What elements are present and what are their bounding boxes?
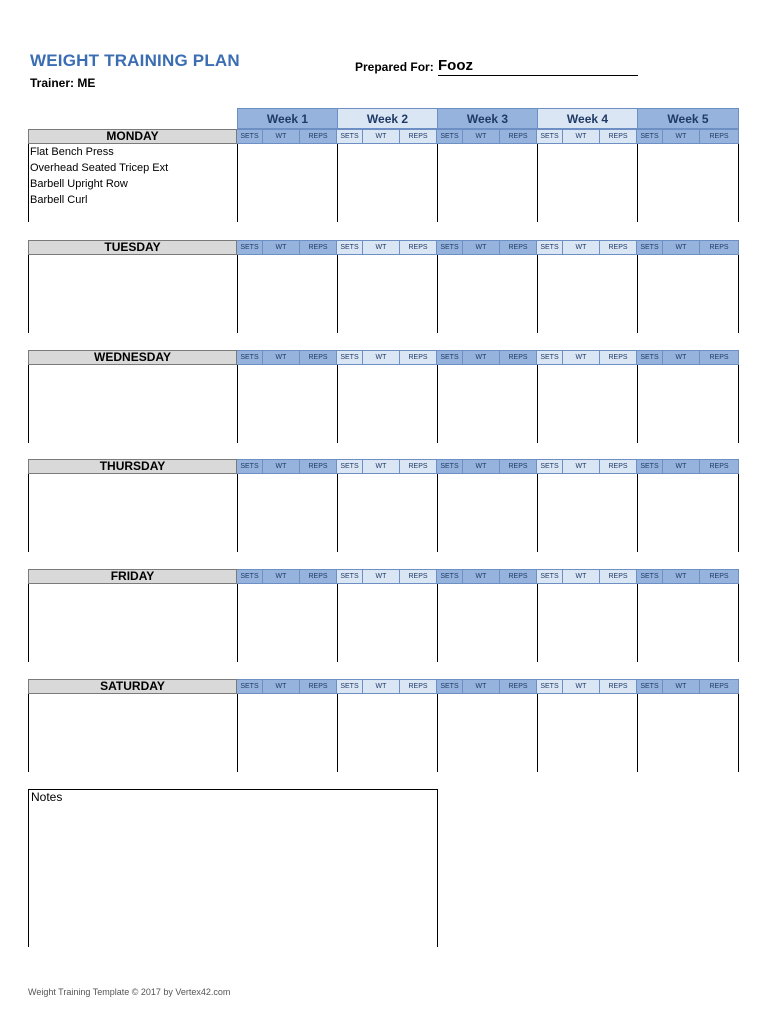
column-divider (237, 584, 238, 662)
week-1-reps-header: REPS (300, 350, 337, 365)
day-body[interactable] (28, 365, 739, 443)
week-2-reps-header: REPS (400, 129, 437, 144)
week-2-sets-header: SETS (337, 569, 363, 584)
week-4-header: Week 4 (537, 108, 637, 129)
column-divider (437, 255, 438, 333)
week-1-wt-header: WT (263, 129, 300, 144)
week-1-sets-header: SETS (237, 129, 263, 144)
day-body[interactable] (28, 694, 739, 772)
week-5-reps-header: REPS (700, 350, 739, 365)
week-2-sets-header: SETS (337, 240, 363, 255)
trainer-label: Trainer: ME (30, 76, 96, 90)
column-divider (738, 144, 739, 222)
day-header-row (28, 350, 739, 365)
day-header-row (28, 679, 739, 694)
week-2-reps-header: REPS (400, 569, 437, 584)
day-body[interactable] (28, 584, 739, 662)
week-1-sets-header: SETS (237, 240, 263, 255)
day-block-2 (28, 350, 739, 443)
week-1-sets-header: SETS (237, 569, 263, 584)
day-block-4 (28, 569, 739, 662)
week-1-wt-header: WT (263, 569, 300, 584)
column-divider (637, 584, 638, 662)
week-4-reps-header: REPS (600, 459, 637, 474)
column-divider (738, 365, 739, 443)
week-4-wt-header: WT (563, 240, 600, 255)
week-3-reps-header: REPS (500, 129, 537, 144)
notes-box[interactable] (28, 789, 438, 947)
footer-credit: Weight Training Template © 2017 by Vertex42.com (28, 987, 231, 997)
column-divider (237, 474, 238, 552)
column-divider (237, 255, 238, 333)
column-divider (237, 144, 238, 222)
week-5-sets-header: SETS (637, 350, 663, 365)
week-5-reps-header: REPS (700, 459, 739, 474)
column-divider (28, 694, 29, 772)
day-header-row (28, 569, 739, 584)
week-2-wt-header: WT (363, 569, 400, 584)
notes-label: Notes (31, 790, 63, 804)
column-divider (437, 694, 438, 772)
week-3-reps-header: REPS (500, 459, 537, 474)
week-1-reps-header: REPS (300, 459, 337, 474)
week-2-sets-header: SETS (337, 459, 363, 474)
week-5-wt-header: WT (663, 240, 700, 255)
week-1-sets-header: SETS (237, 459, 263, 474)
column-divider (637, 474, 638, 552)
week-5-wt-header: WT (663, 679, 700, 694)
week-3-wt-header: WT (463, 240, 500, 255)
week-4-wt-header: WT (563, 459, 600, 474)
week-4-sets-header: SETS (537, 679, 563, 694)
week-5-reps-header: REPS (700, 240, 739, 255)
week-4-wt-header: WT (563, 350, 600, 365)
day-name: WEDNESDAY (28, 350, 237, 365)
week-1-sets-header: SETS (237, 679, 263, 694)
column-divider (537, 694, 538, 772)
week-4-reps-header: REPS (600, 129, 637, 144)
week-1-wt-header: WT (263, 350, 300, 365)
column-divider (337, 255, 338, 333)
week-4-sets-header: SETS (537, 129, 563, 144)
week-2-sets-header: SETS (337, 350, 363, 365)
prepared-for-field[interactable]: Fooz (438, 57, 638, 76)
day-block-1 (28, 240, 739, 333)
week-2-reps-header: REPS (400, 679, 437, 694)
week-3-reps-header: REPS (500, 240, 537, 255)
week-5-sets-header: SETS (637, 679, 663, 694)
week-3-wt-header: WT (463, 679, 500, 694)
day-block-3 (28, 459, 739, 552)
column-divider (437, 365, 438, 443)
week-2-wt-header: WT (363, 679, 400, 694)
column-divider (337, 144, 338, 222)
week-5-sets-header: SETS (637, 129, 663, 144)
week-2-sets-header: SETS (337, 129, 363, 144)
week-4-sets-header: SETS (537, 240, 563, 255)
exercise-list (30, 144, 168, 208)
day-name: FRIDAY (28, 569, 237, 584)
prepared-for-label: Prepared For: (355, 60, 434, 74)
day-block-5 (28, 679, 739, 772)
column-divider (437, 144, 438, 222)
column-divider (537, 144, 538, 222)
week-1-reps-header: REPS (300, 679, 337, 694)
week-1-sets-header: SETS (237, 350, 263, 365)
day-body[interactable] (28, 474, 739, 552)
week-header-row (237, 108, 739, 129)
week-4-reps-header: REPS (600, 569, 637, 584)
day-name: TUESDAY (28, 240, 237, 255)
column-divider (637, 694, 638, 772)
week-4-reps-header: REPS (600, 679, 637, 694)
exercise-item[interactable]: Overhead Seated Tricep Ext (30, 162, 169, 174)
column-divider (28, 365, 29, 443)
day-body[interactable] (28, 255, 739, 333)
week-5-wt-header: WT (663, 569, 700, 584)
week-3-reps-header: REPS (500, 569, 537, 584)
exercise-item[interactable]: Flat Bench Press (30, 146, 114, 158)
week-2-header: Week 2 (337, 108, 437, 129)
column-divider (337, 365, 338, 443)
week-1-wt-header: WT (263, 459, 300, 474)
week-5-wt-header: WT (663, 459, 700, 474)
week-3-sets-header: SETS (437, 679, 463, 694)
week-3-wt-header: WT (463, 129, 500, 144)
column-divider (337, 474, 338, 552)
column-divider (537, 584, 538, 662)
column-divider (337, 584, 338, 662)
week-3-wt-header: WT (463, 350, 500, 365)
week-2-wt-header: WT (363, 459, 400, 474)
column-divider (28, 584, 29, 662)
day-body[interactable] (28, 144, 739, 222)
week-3-sets-header: SETS (437, 569, 463, 584)
week-2-reps-header: REPS (400, 350, 437, 365)
day-name: MONDAY (28, 129, 237, 144)
column-divider (437, 474, 438, 552)
week-3-wt-header: WT (463, 459, 500, 474)
day-name: SATURDAY (28, 679, 237, 694)
column-divider (738, 584, 739, 662)
column-divider (637, 255, 638, 333)
week-1-wt-header: WT (263, 240, 300, 255)
week-3-reps-header: REPS (500, 350, 537, 365)
week-3-sets-header: SETS (437, 129, 463, 144)
day-header-row (28, 129, 739, 144)
week-5-reps-header: REPS (700, 129, 739, 144)
column-divider (738, 694, 739, 772)
column-divider (738, 255, 739, 333)
week-4-sets-header: SETS (537, 350, 563, 365)
week-5-sets-header: SETS (637, 459, 663, 474)
column-divider (637, 365, 638, 443)
week-1-header: Week 1 (237, 108, 337, 129)
day-header-row (28, 240, 739, 255)
week-5-wt-header: WT (663, 129, 700, 144)
week-4-reps-header: REPS (600, 240, 637, 255)
week-4-sets-header: SETS (537, 569, 563, 584)
column-divider (637, 144, 638, 222)
column-divider (28, 144, 29, 222)
week-5-sets-header: SETS (637, 240, 663, 255)
week-3-sets-header: SETS (437, 459, 463, 474)
column-divider (237, 365, 238, 443)
page-title: WEIGHT TRAINING PLAN (30, 51, 240, 70)
week-5-wt-header: WT (663, 350, 700, 365)
week-1-reps-header: REPS (300, 240, 337, 255)
column-divider (537, 474, 538, 552)
week-2-sets-header: SETS (337, 679, 363, 694)
column-divider (337, 694, 338, 772)
week-5-reps-header: REPS (700, 679, 739, 694)
week-3-wt-header: WT (463, 569, 500, 584)
column-divider (28, 474, 29, 552)
week-3-reps-header: REPS (500, 679, 537, 694)
day-block-0 (28, 129, 739, 222)
week-3-header: Week 3 (437, 108, 537, 129)
column-divider (437, 584, 438, 662)
day-name: THURSDAY (28, 459, 237, 474)
week-1-wt-header: WT (263, 679, 300, 694)
week-4-wt-header: WT (563, 569, 600, 584)
week-4-reps-header: REPS (600, 350, 637, 365)
column-divider (537, 365, 538, 443)
exercise-item[interactable]: Barbell Upright Row (30, 178, 128, 190)
week-5-header: Week 5 (637, 108, 739, 129)
week-2-reps-header: REPS (400, 240, 437, 255)
week-2-wt-header: WT (363, 129, 400, 144)
column-divider (237, 694, 238, 772)
column-divider (537, 255, 538, 333)
week-3-sets-header: SETS (437, 240, 463, 255)
week-5-reps-header: REPS (700, 569, 739, 584)
week-4-wt-header: WT (563, 679, 600, 694)
day-header-row (28, 459, 739, 474)
week-2-reps-header: REPS (400, 459, 437, 474)
week-4-wt-header: WT (563, 129, 600, 144)
week-1-reps-header: REPS (300, 569, 337, 584)
column-divider (28, 255, 29, 333)
week-2-wt-header: WT (363, 350, 400, 365)
exercise-item[interactable]: Barbell Curl (30, 194, 88, 206)
week-1-reps-header: REPS (300, 129, 337, 144)
week-3-sets-header: SETS (437, 350, 463, 365)
week-5-sets-header: SETS (637, 569, 663, 584)
column-divider (738, 474, 739, 552)
week-4-sets-header: SETS (537, 459, 563, 474)
week-2-wt-header: WT (363, 240, 400, 255)
